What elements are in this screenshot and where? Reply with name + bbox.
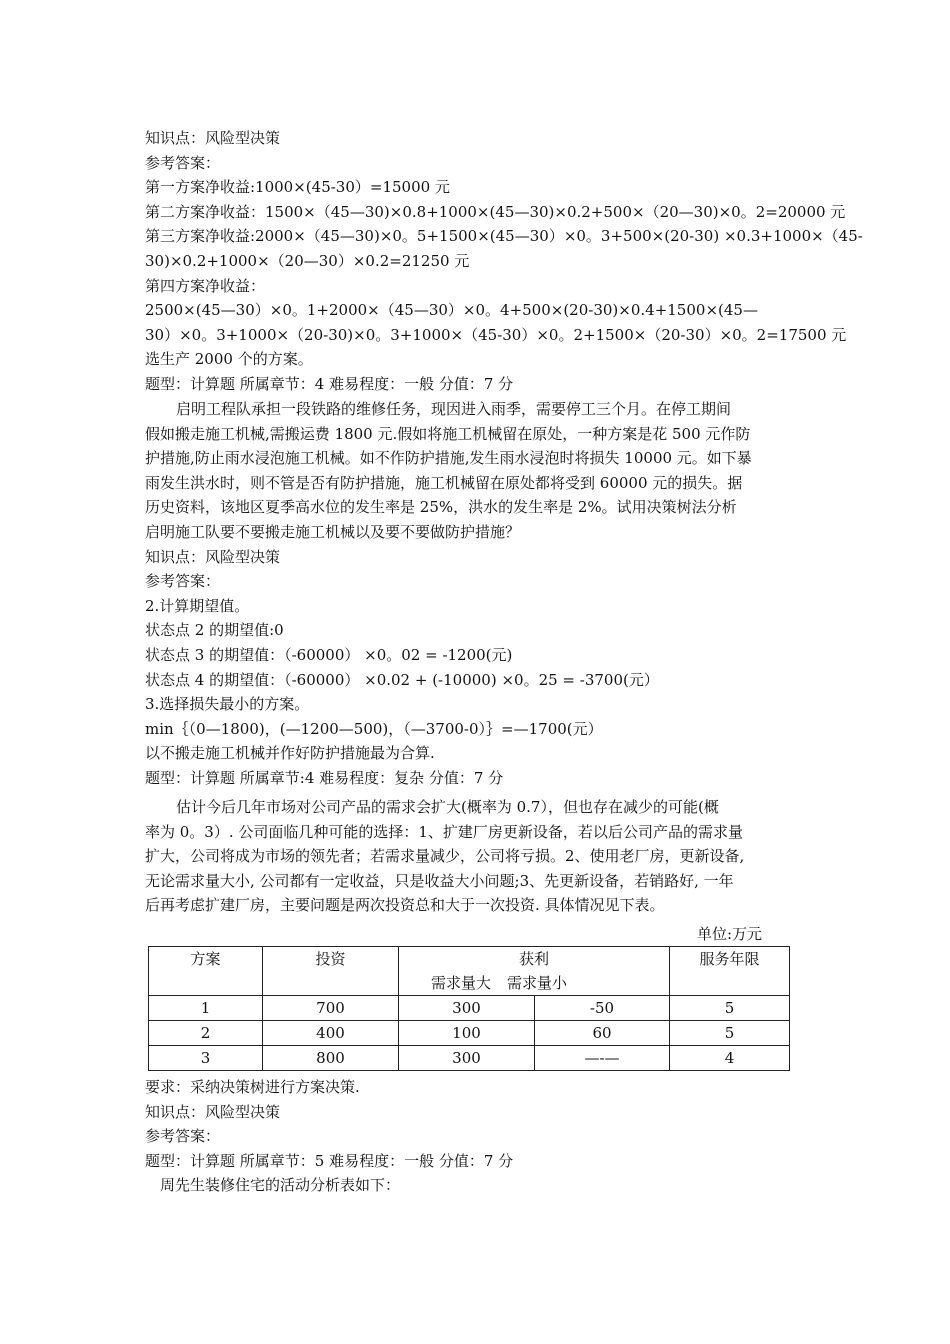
- q1-knowledge-point: 知识点：风险型决策: [145, 129, 281, 147]
- q1-answer-section: [145, 126, 863, 397]
- q2-answer-label: 参考答案：: [145, 572, 221, 591]
- q2-answer-line: 状态点 2 的期望值:0: [145, 621, 284, 640]
- q2-answer-line: min｛（0—1800)，(—1200—500)，（—3700-0）｝=—1700(元）: [145, 719, 603, 738]
- q1-answer-line: 2500×(45—30）×0。1+2000×（45—30）×0。4+500×(20-30)×0.4+1500×(45—: [145, 301, 758, 320]
- q3-section: [145, 795, 810, 918]
- q2-answer-line: 2.计算期望值。: [145, 596, 250, 615]
- q1-answer-line: 第二方案净收益：1500×（45—30)×0.8+1000×(45—30)×0.2+500×（20—30)×0。2=20000 元: [145, 202, 846, 221]
- cell-plan: 3: [149, 1046, 263, 1071]
- cell-years: 5: [670, 1021, 790, 1046]
- q3-question-line: 率为 0。3）. 公司面临几种可能的选择：1、扩建厂房更新设备，若以后公司产品的需求量: [145, 822, 743, 841]
- q1-meta: 题型：计算题 所属章节：4 难易程度：一般 分值：7 分: [145, 374, 514, 393]
- q2-knowledge-point: 知识点：风险型决策: [145, 547, 281, 566]
- header-profit-label: 获利: [518, 950, 549, 968]
- header-years: 服务年限: [670, 947, 790, 996]
- q1-answer-line: 30)×0.2+1000×（20—30）×0.2=21250 元: [145, 251, 470, 270]
- q2-answer-line: 以不搬走施工机械并作好防护措施最为合算.: [145, 744, 435, 763]
- header-plan: 方案: [149, 947, 263, 996]
- q2-section: [145, 397, 810, 791]
- header-demand-high: 需求量大: [431, 974, 492, 992]
- header-profit: [399, 947, 670, 996]
- table-row: [149, 1046, 790, 1071]
- plan-table: [148, 946, 790, 1071]
- cell-investment: 700: [263, 996, 399, 1021]
- q2-question-line: 历史资料，该地区夏季高水位的发生率是 25%，洪水的发生率是 2%。试用决策树法分析: [145, 498, 737, 517]
- header-profit-subheaders: [399, 971, 669, 995]
- q2-question-line: 护措施,防止雨水浸泡施工机械。如不作防护措施,发生雨水浸泡时将损失 10000 元。如下暴: [145, 449, 752, 468]
- cell-demand-low: —-—: [535, 1046, 670, 1071]
- q3-requirement: 要求：采纳决策树进行方案决策.: [145, 1078, 360, 1096]
- cell-years: 4: [670, 1046, 790, 1071]
- q1-answer-line: 第三方案净收益:2000×（45—30)×0。5+1500×(45—30）×0。3+500×(20-30) ×0.3+1000×（45-: [145, 227, 863, 246]
- q1-answer-label: 参考答案：: [145, 153, 221, 172]
- q1-answer-line: 第一方案净收益:1000×(45-30）=15000 元: [145, 178, 450, 197]
- q3-answer-section: [145, 1075, 810, 1198]
- q2-question-line: 雨发生洪水时，则不管是否有防护措施，施工机械留在原处都将受到 60000 元的损失。据: [145, 473, 743, 492]
- q3-question-line: 扩大，公司将成为市场的领先者；若需求量减少，公司将亏损。2、使用老厂房，更新设备,: [145, 847, 745, 866]
- cell-investment: 400: [263, 1021, 399, 1046]
- cell-investment: 800: [263, 1046, 399, 1071]
- table-unit-label: 单位:万元: [697, 925, 763, 943]
- q4-intro: 周先生装修住宅的活动分析表如下：: [160, 1176, 401, 1195]
- header-investment: 投资: [263, 947, 399, 996]
- q3-question-line: 无论需求量大小, 公司都有一定收益，只是收益大小问题;3、先更新设备，若销路好, 一年: [145, 871, 734, 890]
- q2-meta: 题型：计算题 所属章节:4 难易程度：复杂 分值：7 分: [145, 768, 504, 787]
- q3-knowledge-point: 知识点：风险型决策: [145, 1102, 281, 1121]
- header-demand-low: 需求量小: [507, 974, 568, 992]
- q2-answer-line: 3.选择损失最小的方案。: [145, 695, 310, 714]
- q3-meta: 题型：计算题 所属章节：5 难易程度：一般 分值：7 分: [145, 1151, 514, 1170]
- cell-plan: 1: [149, 996, 263, 1021]
- q1-answer-line: 第四方案净收益：: [145, 276, 266, 295]
- q2-answer-line: 状态点 3 的期望值：（-60000） ×0。02 = -1200(元): [145, 645, 513, 664]
- table-row: [149, 996, 790, 1021]
- q2-answer-line: 状态点 4 的期望值：（-60000） ×0.02 + (-10000) ×0。25 = -3700(元）: [145, 670, 659, 689]
- q1-answer-line: 选生产 2000 个的方案。: [145, 350, 313, 369]
- cell-plan: 2: [149, 1021, 263, 1046]
- q1-answer-line: 30）×0。3+1000×（20-30)×0。3+1000×（45-30）×0。2+1500×（20-30）×0。2=17500 元: [145, 325, 847, 344]
- q3-question-line: 估计今后几年市场对公司产品的需求会扩大(概率为 0.7），但也存在减少的可能(概: [176, 798, 719, 816]
- table-row: [149, 1021, 790, 1046]
- q2-question-line: 启明工程队承担一段铁路的维修任务，现因进入雨季，需要停工三个月。在停工期间: [176, 400, 732, 418]
- cell-demand-high: 100: [399, 1021, 535, 1046]
- q2-question-line: 假如搬走施工机械,需搬运费 1800 元.假如将施工机械留在原处，一种方案是花 500 元作防: [145, 424, 751, 443]
- q3-answer-label: 参考答案：: [145, 1127, 221, 1146]
- cell-demand-high: 300: [399, 996, 535, 1021]
- cell-demand-high: 300: [399, 1046, 535, 1071]
- q2-question-line: 启明施工队要不要搬走施工机械以及要不要做防护措施？: [145, 522, 521, 541]
- table-header-row: [149, 947, 790, 996]
- cell-years: 5: [670, 996, 790, 1021]
- cell-demand-low: 60: [535, 1021, 670, 1046]
- cell-demand-low: -50: [535, 996, 670, 1021]
- q3-question-line: 后再考虑扩建厂房，主要问题是两次投资总和大于一次投资. 具体情况见下表。: [145, 896, 665, 915]
